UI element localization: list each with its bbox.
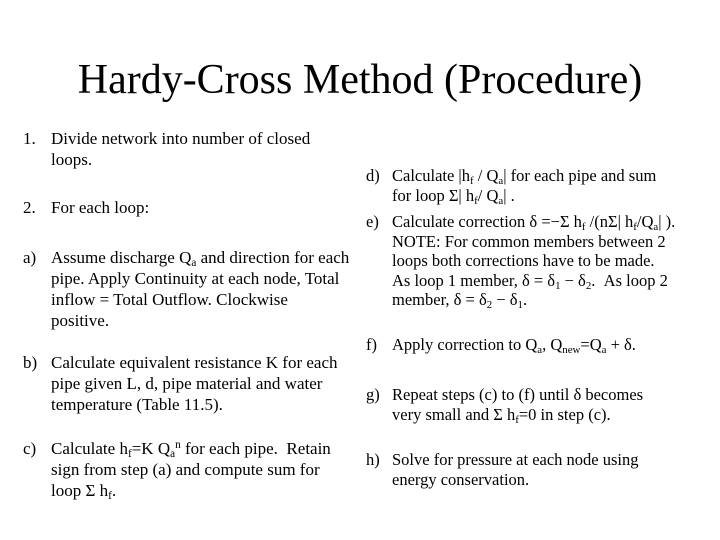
- list-item-f: [366, 335, 716, 355]
- item-marker-f: f): [366, 335, 377, 354]
- item-marker-d: d): [366, 166, 380, 185]
- list-item-g: [366, 385, 716, 424]
- slide-title: Hardy-Cross Method (Procedure): [77, 57, 643, 103]
- item-marker-c: c): [23, 439, 37, 458]
- list-item-1: [23, 128, 365, 170]
- list-item-e: [366, 212, 716, 310]
- item-text-c: Calculate $h_f=K$ $Q_a^n$ for each pipe. Retain sign from step (a) and compute sum for loop Σ $h_f$.: [51, 439, 331, 503]
- item-marker-b: b): [23, 353, 38, 372]
- list-item-2: [23, 197, 365, 218]
- item-text-h: Solve for pressure at each node using energy conservation.: [392, 450, 639, 489]
- item-text-d: Calculate $|h_f / Q_a|$ for each pipe and sum for loop Σ| $h_f/$ $Q_a|$ .: [392, 166, 657, 207]
- list-item-h: [366, 450, 716, 489]
- item-marker-a: a): [23, 248, 37, 267]
- item-marker-2: 2.: [23, 198, 36, 217]
- item-text-f: Apply correction to $Q_a$, $Q_{new}=Q_a + \delta$.: [392, 335, 636, 357]
- item-marker-e: e): [366, 212, 379, 231]
- item-text-g: Repeat steps (c) to (f) until δ becomes very small and Σ $h_f=0$ in step (c).: [392, 385, 644, 426]
- item-marker-g: g): [366, 385, 380, 404]
- item-text-e: Calculate correction δ =−Σ $h_f$ /(nΣ| $h_f/Q_a|$ ). NOTE: For common members between 2 loops both corrections have to be made. As loop 1 member, $\delta = \delta_1 - \delta_2$. As loop 2 member, $\delta = \delta_2 - \delta_1$.: [392, 212, 676, 312]
- list-item-d: [366, 166, 716, 205]
- item-text-b: Calculate equivalent resistance K for each pipe given L, d, pipe material and water temperature (Table 11.5).: [51, 353, 338, 414]
- list-item-b: [23, 352, 365, 415]
- item-text-1: Divide network into number of closed loops.: [51, 129, 311, 169]
- item-marker-h: h): [366, 450, 380, 469]
- item-marker-1: 1.: [23, 129, 36, 148]
- list-item-a: [23, 247, 365, 331]
- list-item-c: [23, 438, 365, 501]
- item-text-a: Assume discharge $Q_a$ and direction for each pipe. Apply Continuity at each node, Total inflow = Total Outflow. Clockwise positive.: [51, 248, 350, 330]
- item-text-2: For each loop:: [51, 198, 150, 217]
